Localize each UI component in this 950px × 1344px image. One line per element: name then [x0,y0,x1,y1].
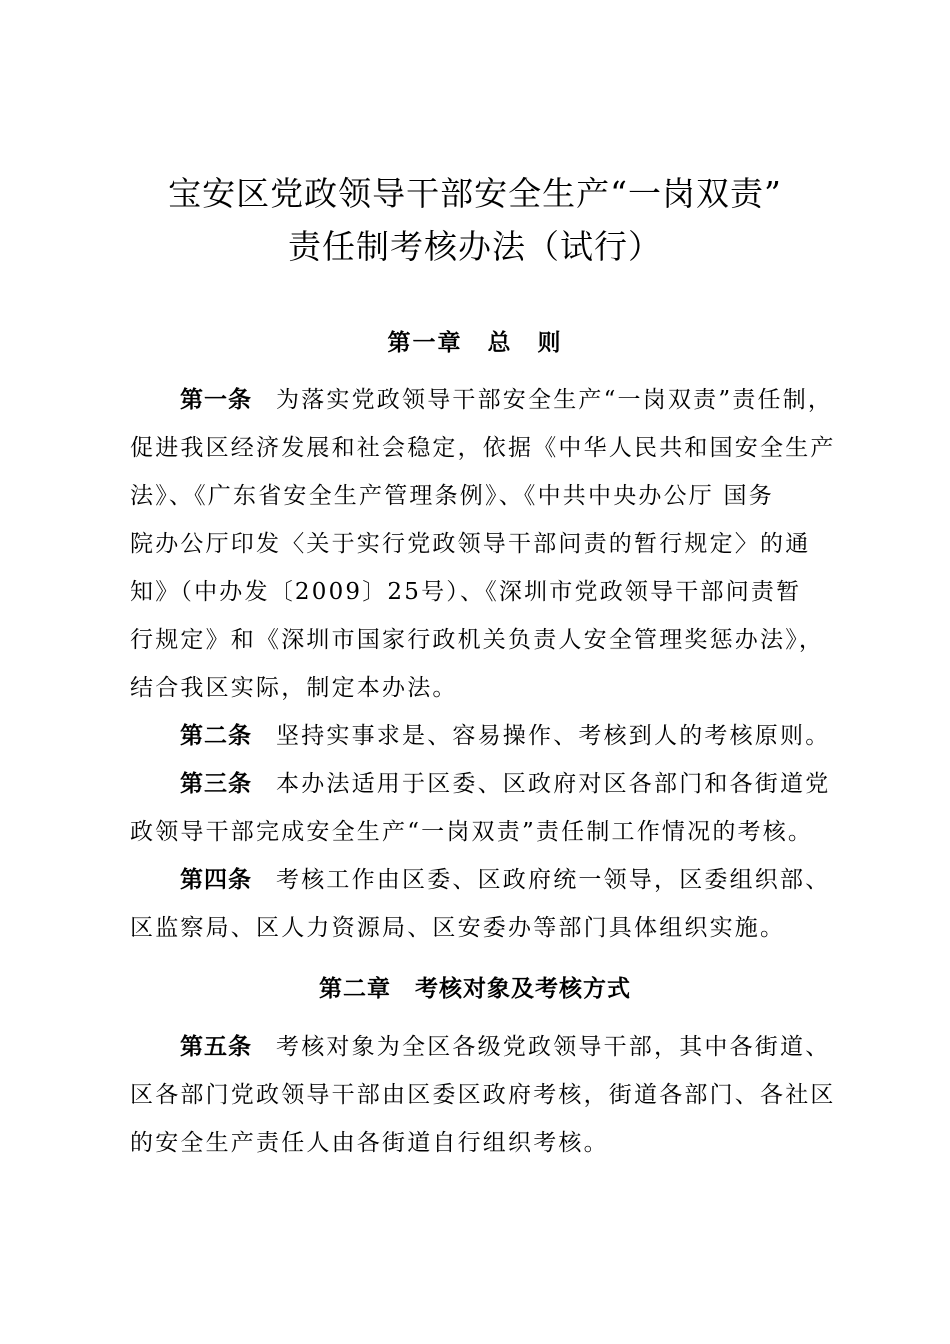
article-4-label: 第四条 [180,867,252,893]
article-1-text-line: 院办公厅印发〈关于实行党政领导干部问责的暂行规定〉的通 [130,531,811,557]
article-1-text-line: 行规定》和《深圳市国家行政机关负责人安全管理奖惩办法》， [130,627,825,653]
article-1-text-line: 知》（中办发〔2009〕25号）、《深圳市党政领导干部问责暂 [130,579,802,605]
article-3-text-line: 政领导干部完成安全生产“一岗双责”责任制工作情况的考核。 [130,819,814,845]
article-1-text-line: 促进我区经济发展和社会稳定，依据《中华人民共和国安全生产 [130,435,836,461]
article-2 [180,720,850,752]
article-5-text-line: 区各部门党政领导干部由区委区政府考核，街道各部门、各社区 [130,1082,836,1108]
article-4-text-line: 考核工作由区委、区政府统一领导，区委组织部、 [276,867,831,893]
article-1-text-line: 结合我区实际，制定本办法。 [130,675,458,701]
document-title-line-2: 责任制考核办法（试行） [288,227,662,266]
document-title-line-1: 宝安区党政领导干部安全生产“一岗双责” [168,174,782,213]
article-3-first-line [180,768,850,800]
article-4-first-line [180,864,850,896]
article-1-text-line: 为落实党政领导干部安全生产“一岗双责”责任制， [276,387,834,413]
article-5-first-line [180,1031,850,1063]
article-2-text: 坚持实事求是、容易操作、考核到人的考核原则。 [276,723,831,749]
article-3-text-line: 本办法适用于区委、区政府对区各部门和各街道党 [276,771,831,797]
article-3-label: 第三条 [180,771,252,797]
article-2-label: 第二条 [180,723,252,749]
article-4-text-line: 区监察局、区人力资源局、区安委办等部门具体组织实施。 [130,915,786,941]
article-5-label: 第五条 [180,1034,252,1060]
article-1-text-line: 法》、《广东省安全生产管理条例》、《中共中央办公厅 国务 [130,483,774,509]
article-5-text-line: 的安全生产责任人由各街道自行组织考核。 [130,1130,609,1156]
article-1-first-line [180,384,850,416]
article-5-text-line: 考核对象为全区各级党政领导干部，其中各街道、 [276,1034,831,1060]
article-1-label: 第一条 [180,387,252,413]
chapter-2-heading: 第二章 考核对象及考核方式 [319,976,631,1002]
chapter-1-heading: 第一章 总 则 [387,330,563,356]
